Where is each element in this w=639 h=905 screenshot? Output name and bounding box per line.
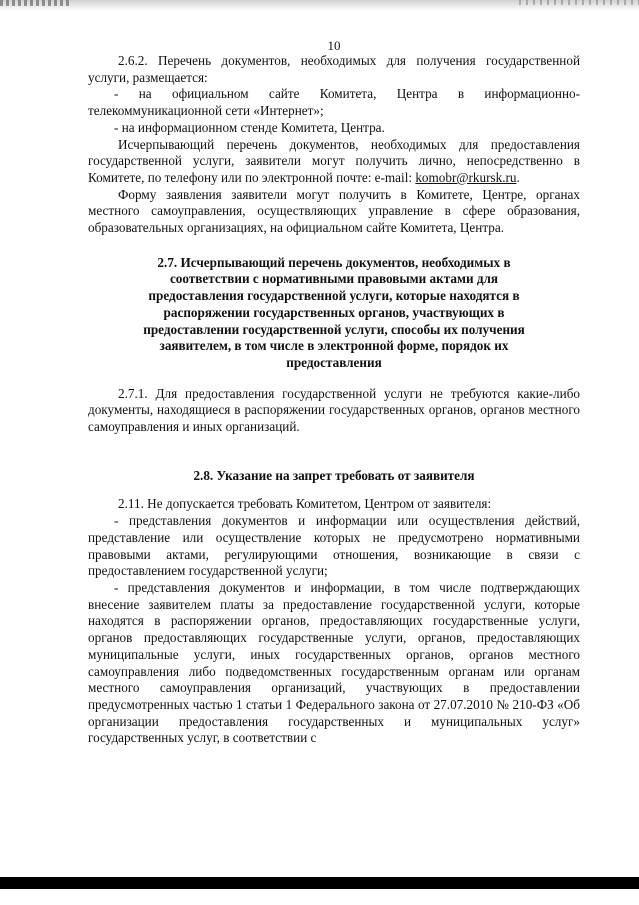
list-item-stand: - на информационном стенде Комитета, Центра. [114,119,385,135]
list-item-prohibition-1: - представления документов и информации или осуществления действий, представление или осуществление которых не предусмотрено нормативными правовыми актами, регулирующими отношения, возникающие в связи с предоставлением государственной услуги; [88,513,580,579]
paragraph-2-11: 2.11. Не допускается требовать Комитетом, Центром от заявителя: [118,496,492,512]
paragraph-2-6-2: 2.6.2. Перечень документов, необходимых для получения государственной услуги, размещается: [88,53,580,85]
paragraph-application-form: Форму заявления заявители могут получить в Комитете, Центре, органах местного самоуправления, осуществляющих управление в сфере образования, образовательных организациях, на официальном сайте Комитета, Центра. [88,186,580,236]
heading-2-8: 2.8. Указание на запрет требовать от заявителя [193,467,475,483]
paragraph-2-7-1: 2.7.1. Для предоставления государственной услуги не требуются какие-либо документы, находящиеся в распоряжении государственных органов, органов местного самоуправления и иных организаций. [88,385,580,435]
scan-top-edge [0,0,639,14]
page-number: 10 [327,38,341,53]
list-item-prohibition-2: - представления документов и информации, в том числе подтверждающих внесение заявителем платы за предоставление государственной услуги, которые находятся в распоряжении органов, предоставляющих государственные услуги, органов предоставляющих государственные услуги, органов, предоставляющих муниципальные услуги, иных государственных органов, органов местного самоуправления либо подведомственных государственным органам или органам местного самоуправления организаций, участвующих в предоставлении предусмотренных частью 1 статьи 1 Федерального закона от 27.07.2010 № 210-ФЗ «Об организации предоставления государственных и муниципальных услуг» государственных услуг, в соответствии с [88,579,580,746]
document-page [88,38,580,747]
email-link[interactable]: komobr@rkursk.ru [415,169,517,185]
heading-2-7: 2.7. Исчерпывающий перечень документов, необходимых в соответствии с нормативными правовыми актами для предоставления государственной услуги, которые находятся в распоряжении государственных органов, участвующих в предоставлении государственной услуги, способы их получения заявителем, в том числе в электронной форме, порядок их предоставления [143,254,525,370]
paragraph-contacts [88,137,580,187]
scan-bottom-edge [0,877,639,889]
list-item-website: - на официальном сайте Комитета, Центра в информационно-телекоммуникационной сети «Интернет»; [88,86,580,119]
email-suffix: . [516,169,520,185]
paragraph-contacts-text: Исчерпывающий перечень документов, необходимых для предоставления государственной услуги, заявители могут получить лично, непосредственно в Комитете, по телефону или по электронной почте: e-mail: [88,136,580,185]
